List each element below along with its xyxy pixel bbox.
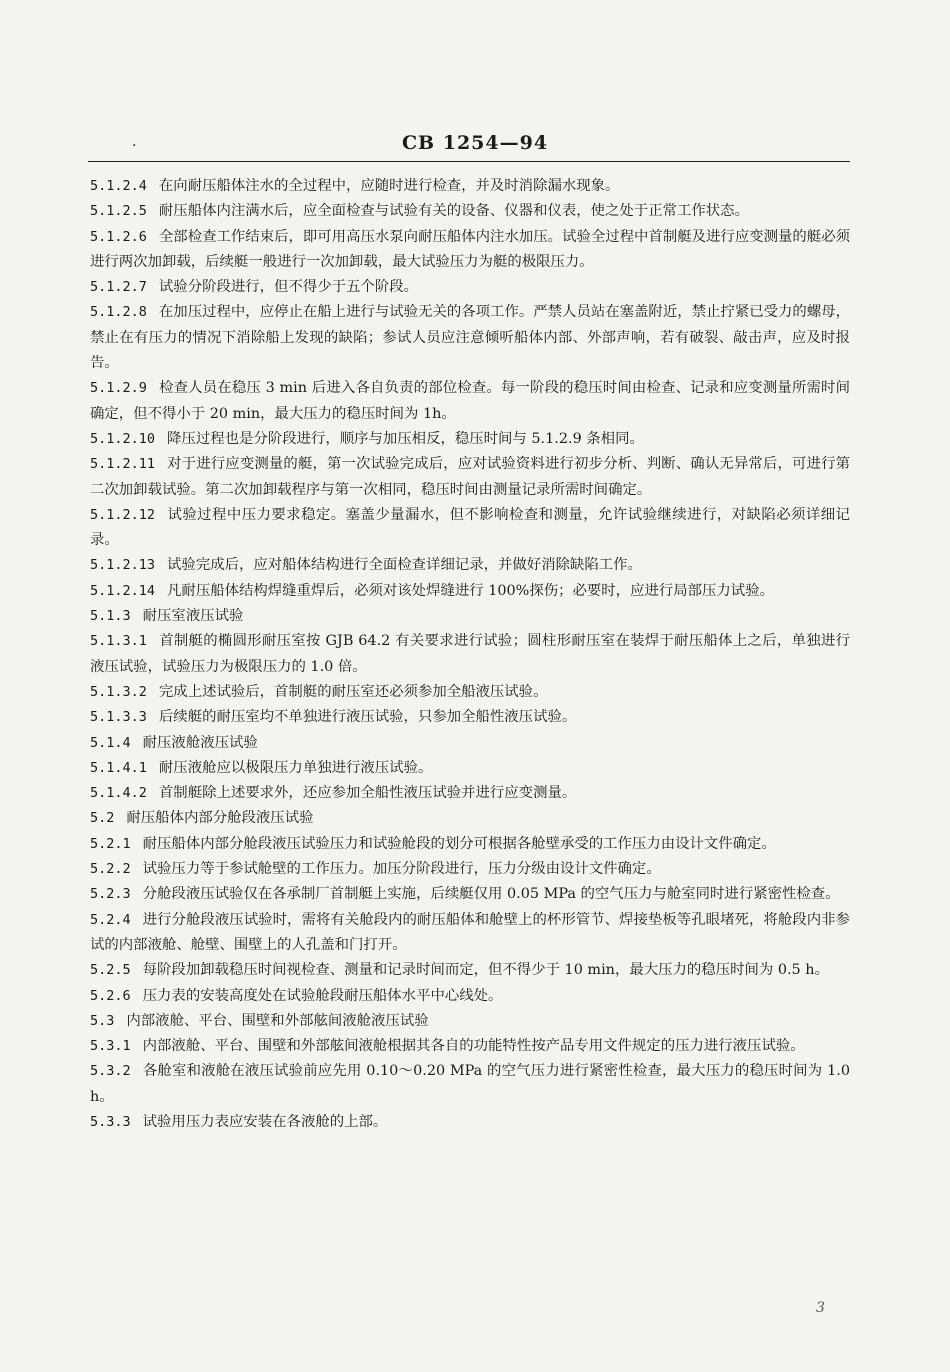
clause-number: 5.2.1 xyxy=(90,835,131,852)
section-5-3 xyxy=(90,1009,850,1034)
clause-number: 5.1.3.3 xyxy=(90,709,147,726)
clause-number: 5.1.2.11 xyxy=(90,456,156,473)
clause-text: 对于进行应变测量的艇，第一次试验完成后，应对试验资料进行初步分析、判断、确认无异常后，可进行第二次加卸载试验。第二次加卸载程序与第一次相同，稳压时间由测量记录所需时间确定。 xyxy=(90,456,850,498)
clause-text: 完成上述试验后，首制艇的耐压室还必须参加全船液压试验。 xyxy=(158,683,548,700)
section-5-1-3 xyxy=(90,604,850,629)
section-5-2 xyxy=(90,806,850,831)
clause-number: 5.1.2.4 xyxy=(90,178,147,194)
clause-number: 5.2.3 xyxy=(90,886,131,903)
clause-number: 5.1.2.8 xyxy=(90,304,147,321)
page-number: 3 xyxy=(816,1300,825,1316)
clause-5-1-3-1 xyxy=(90,629,850,680)
clause-text: 耐压液舱应以极限压力单独进行液压试验。 xyxy=(158,759,433,776)
clause-5-1-4-1 xyxy=(90,756,850,781)
clause-5-1-2-8 xyxy=(90,300,850,376)
clause-number: 5.1.3.2 xyxy=(90,683,147,700)
clause-number: 5.2.4 xyxy=(90,911,131,928)
clause-5-2-3 xyxy=(90,882,850,907)
clause-text: 降压过程也是分阶段进行，顺序与加压相反，稳压时间与 5.1.2.9 条相同。 xyxy=(167,430,644,447)
section-number: 5.1.3 xyxy=(90,608,131,625)
clause-5-1-2-14 xyxy=(90,579,850,604)
clause-5-3-3 xyxy=(90,1110,850,1135)
document-header: CB 1254—94 xyxy=(401,132,549,154)
clause-text: 试验过程中压力要求稳定。塞盖少量漏水，但不影响检查和测量，允许试验继续进行，对缺陷必须详细记录。 xyxy=(90,506,850,549)
clause-text: 凡耐压船体结构焊缝重焊后，必须对该处焊缝进行 100%探伤；必要时，应进行局部压力试验。 xyxy=(167,582,774,599)
clause-number: 5.1.2.13 xyxy=(90,557,156,574)
clause-5-1-3-2 xyxy=(90,680,850,705)
clause-text: 试验压力等于参试舱壁的工作压力。加压分阶段进行，压力分级由设计文件确定。 xyxy=(142,861,661,878)
clause-text: 首制艇除上述要求外，还应参加全船性液压试验并进行应变测量。 xyxy=(158,785,577,802)
clause-number: 5.1.4.2 xyxy=(90,785,147,802)
clause-5-3-1 xyxy=(90,1034,850,1059)
clause-number: 5.1.3.1 xyxy=(90,633,147,650)
clause-text: 在向耐压船体注水的全过程中，应随时进行检查，并及时消除漏水现象。 xyxy=(158,178,620,194)
clause-5-2-4 xyxy=(90,908,850,959)
clause-number: 5.2.6 xyxy=(90,987,131,1004)
clause-5-1-3-3 xyxy=(90,705,850,730)
clause-text: 试验完成后，应对船体结构进行全面检查详细记录，并做好消除缺陷工作。 xyxy=(167,557,642,574)
clause-text: 压力表的安装高度处在试验舱段耐压船体水平中心线处。 xyxy=(142,987,503,1004)
clause-number: 5.2.2 xyxy=(90,861,131,878)
clause-text: 首制艇的椭圆形耐压室按 GJB 64.2 有关要求进行试验；圆柱形耐压室在装焊于耐压船体上之后，单独进行液压试验，试验压力为极限压力的 1.0 倍。 xyxy=(90,633,850,675)
document-body xyxy=(90,174,850,1135)
clause-5-1-4-2 xyxy=(90,781,850,806)
clause-5-1-2-6 xyxy=(90,225,850,276)
clause-text: 检查人员在稳压 3 min 后进入各自负责的部位检查。每一阶段的稳压时间由检查、记录和应变测量所需时间确定，但不得小于 20 min，最大压力的稳压时间为 1h。 xyxy=(90,380,850,422)
clause-text: 耐压船体内注满水后，应全面检查与试验有关的设备、仪器和仪表，使之处于正常工作状态。 xyxy=(158,203,749,220)
section-heading: 耐压室液压试验 xyxy=(142,608,244,625)
clause-5-3-2 xyxy=(90,1059,850,1110)
clause-number: 5.1.2.14 xyxy=(90,582,156,599)
clause-5-2-6 xyxy=(90,984,850,1009)
section-heading: 耐压船体内部分舱段液压试验 xyxy=(126,810,314,827)
section-heading: 内部液舱、平台、围壁和外部舷间液舱液压试验 xyxy=(126,1012,429,1029)
clause-text: 分舱段液压试验仅在各承制厂首制艇上实施，后续艇仅用 0.05 MPa 的空气压力与舱室同时进行紧密性检查。 xyxy=(142,886,840,903)
clause-text: 进行分舱段液压试验时，需将有关舱段内的耐压船体和舱壁上的杯形管节、焊接垫板等孔眼堵死，将舱段内非参试的内部液舱、舱壁、围壁上的人孔盖和门打开。 xyxy=(90,911,850,953)
clause-number: 5.1.2.7 xyxy=(90,279,147,296)
clause-number: 5.3.2 xyxy=(90,1063,131,1080)
clause-text: 试验用压力表应安装在各液舱的上部。 xyxy=(142,1113,388,1130)
clause-number: 5.1.2.9 xyxy=(90,380,147,397)
clause-text: 全部检查工作结束后，即可用高压水泵向耐压船体内注水加压。试验全过程中首制艇及进行应变测量的艇必须进行两次加卸载，后续艇一般进行一次加卸载，最大试验压力为艇的极限压力。 xyxy=(90,228,850,270)
clause-5-1-2-5 xyxy=(90,199,850,224)
section-number: 5.3 xyxy=(90,1012,115,1029)
clause-text: 后续艇的耐压室均不单独进行液压试验，只参加全船性液压试验。 xyxy=(158,709,577,726)
clause-5-2-1 xyxy=(90,832,850,857)
clause-5-1-2-12 xyxy=(90,503,850,554)
clause-5-2-2 xyxy=(90,857,850,882)
clause-text: 各舱室和液舱在液压试验前应先用 0.10～0.20 MPa 的空气压力进行紧密性检查，最大压力的稳压时间为 1.0 h。 xyxy=(90,1063,850,1105)
clause-text: 在加压过程中，应停止在船上进行与试验无关的各项工作。严禁人员站在塞盖附近，禁止拧紧已受力的螺母，禁止在有压力的情况下消除船上发现的缺陷；参试人员应注意倾听船体内部、外部声响，若有破裂、敲击声，应及时报告。 xyxy=(90,304,850,372)
clause-number: 5.1.2.12 xyxy=(90,506,156,523)
clause-number: 5.1.2.6 xyxy=(90,228,147,245)
clause-number: 5.1.4.1 xyxy=(90,759,147,776)
clause-5-1-2-9 xyxy=(90,376,850,427)
section-number: 5.2 xyxy=(90,810,115,827)
clause-5-1-2-11 xyxy=(90,452,850,503)
clause-text: 内部液舱、平台、围壁和外部舷间液舱根据其各自的功能特性按产品专用文件规定的压力进行液压试验。 xyxy=(142,1038,805,1055)
section-5-1-4 xyxy=(90,731,850,756)
clause-5-2-5 xyxy=(90,958,850,983)
section-heading: 耐压液舱液压试验 xyxy=(142,734,258,751)
header-mark: . xyxy=(132,134,137,150)
clause-5-1-2-10 xyxy=(90,427,850,452)
clause-number: 5.3.3 xyxy=(90,1113,131,1130)
clause-5-1-2-13 xyxy=(90,553,850,578)
clause-number: 5.1.2.5 xyxy=(90,203,147,220)
clause-number: 5.1.2.10 xyxy=(90,430,156,447)
clause-number: 5.2.5 xyxy=(90,962,131,979)
clause-5-1-2-4 xyxy=(90,174,850,199)
clause-5-1-2-7 xyxy=(90,275,850,300)
section-number: 5.1.4 xyxy=(90,734,131,751)
header-rule xyxy=(88,161,850,162)
clause-number: 5.3.1 xyxy=(90,1038,131,1055)
clause-text: 每阶段加卸载稳压时间视检查、测量和记录时间而定，但不得少于 10 min，最大压力的稳压时间为 0.5 h。 xyxy=(142,962,829,979)
clause-text: 试验分阶段进行，但不得少于五个阶段。 xyxy=(158,279,418,296)
clause-text: 耐压船体内部分舱段液压试验压力和试验舱段的划分可根据各舱壁承受的工作压力由设计文件确定。 xyxy=(142,835,776,852)
